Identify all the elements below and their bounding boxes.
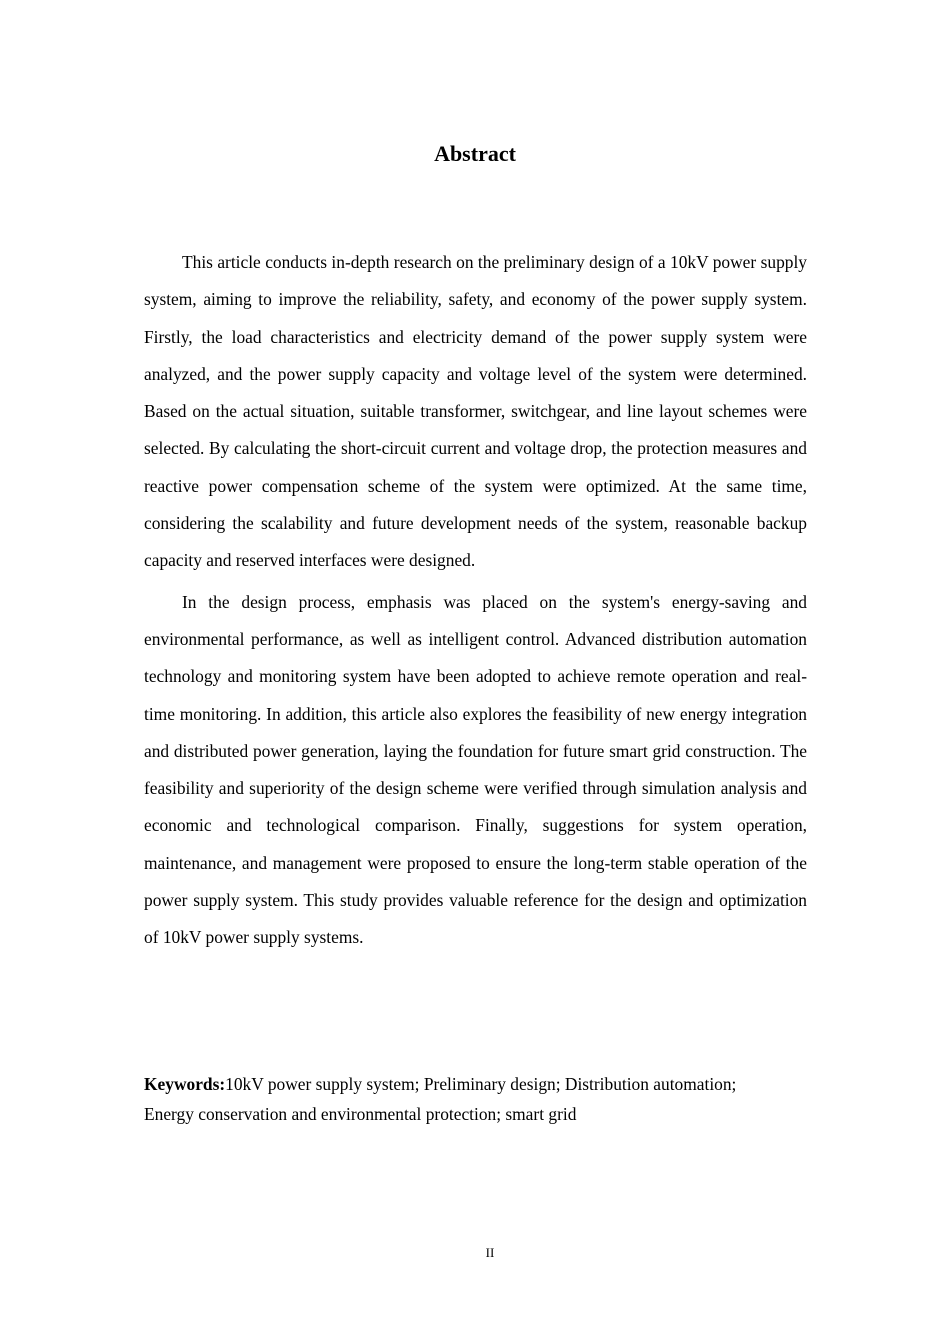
keywords-text: 10kV power supply system; Preliminary design; Distribution automation; Energy conservation and environmental protection; smart grid — [144, 1074, 737, 1124]
abstract-paragraph-2: In the design process, emphasis was placed on the system's energy-saving and environmental performance, as well as intelligent control. Advanced distribution automation technology and monitoring system have been adopted to achieve remote operation and real-time monitoring. In addition, this article also explores the feasibility of new energy integration and distributed power generation, laying the foundation for future smart grid construction. The feasibility and superiority of the design scheme were verified through simulation analysis and economic and technological comparison. Finally, suggestions for system operation, maintenance, and management were proposed to ensure the long-term stable operation of the power supply system. This study provides valuable reference for the design and optimization of 10kV power supply systems. — [144, 591, 807, 948]
abstract-title: Abstract — [434, 141, 516, 166]
abstract-paragraph-1: This article conducts in-depth research on the preliminary design of a 10kV power supply system, aiming to improve the reliability, safety, and economy of the power supply system. Firstly, the load characteristics and electricity demand of the power supply system were analyzed, and the power supply capacity and voltage level of the system were determined. Based on the actual situation, suitable transformer, switchgear, and line layout schemes were selected. By calculating the short-circuit current and voltage drop, the protection measures and reactive power compensation scheme of the system were optimized. At the same time, considering the scalability and future development needs of the system, reasonable backup capacity and reserved interfaces were designed. — [144, 252, 807, 571]
keywords-block — [144, 1069, 744, 1129]
abstract-body — [144, 244, 807, 961]
page-number: II — [485, 1245, 495, 1260]
keywords-label: Keywords: — [144, 1074, 226, 1094]
